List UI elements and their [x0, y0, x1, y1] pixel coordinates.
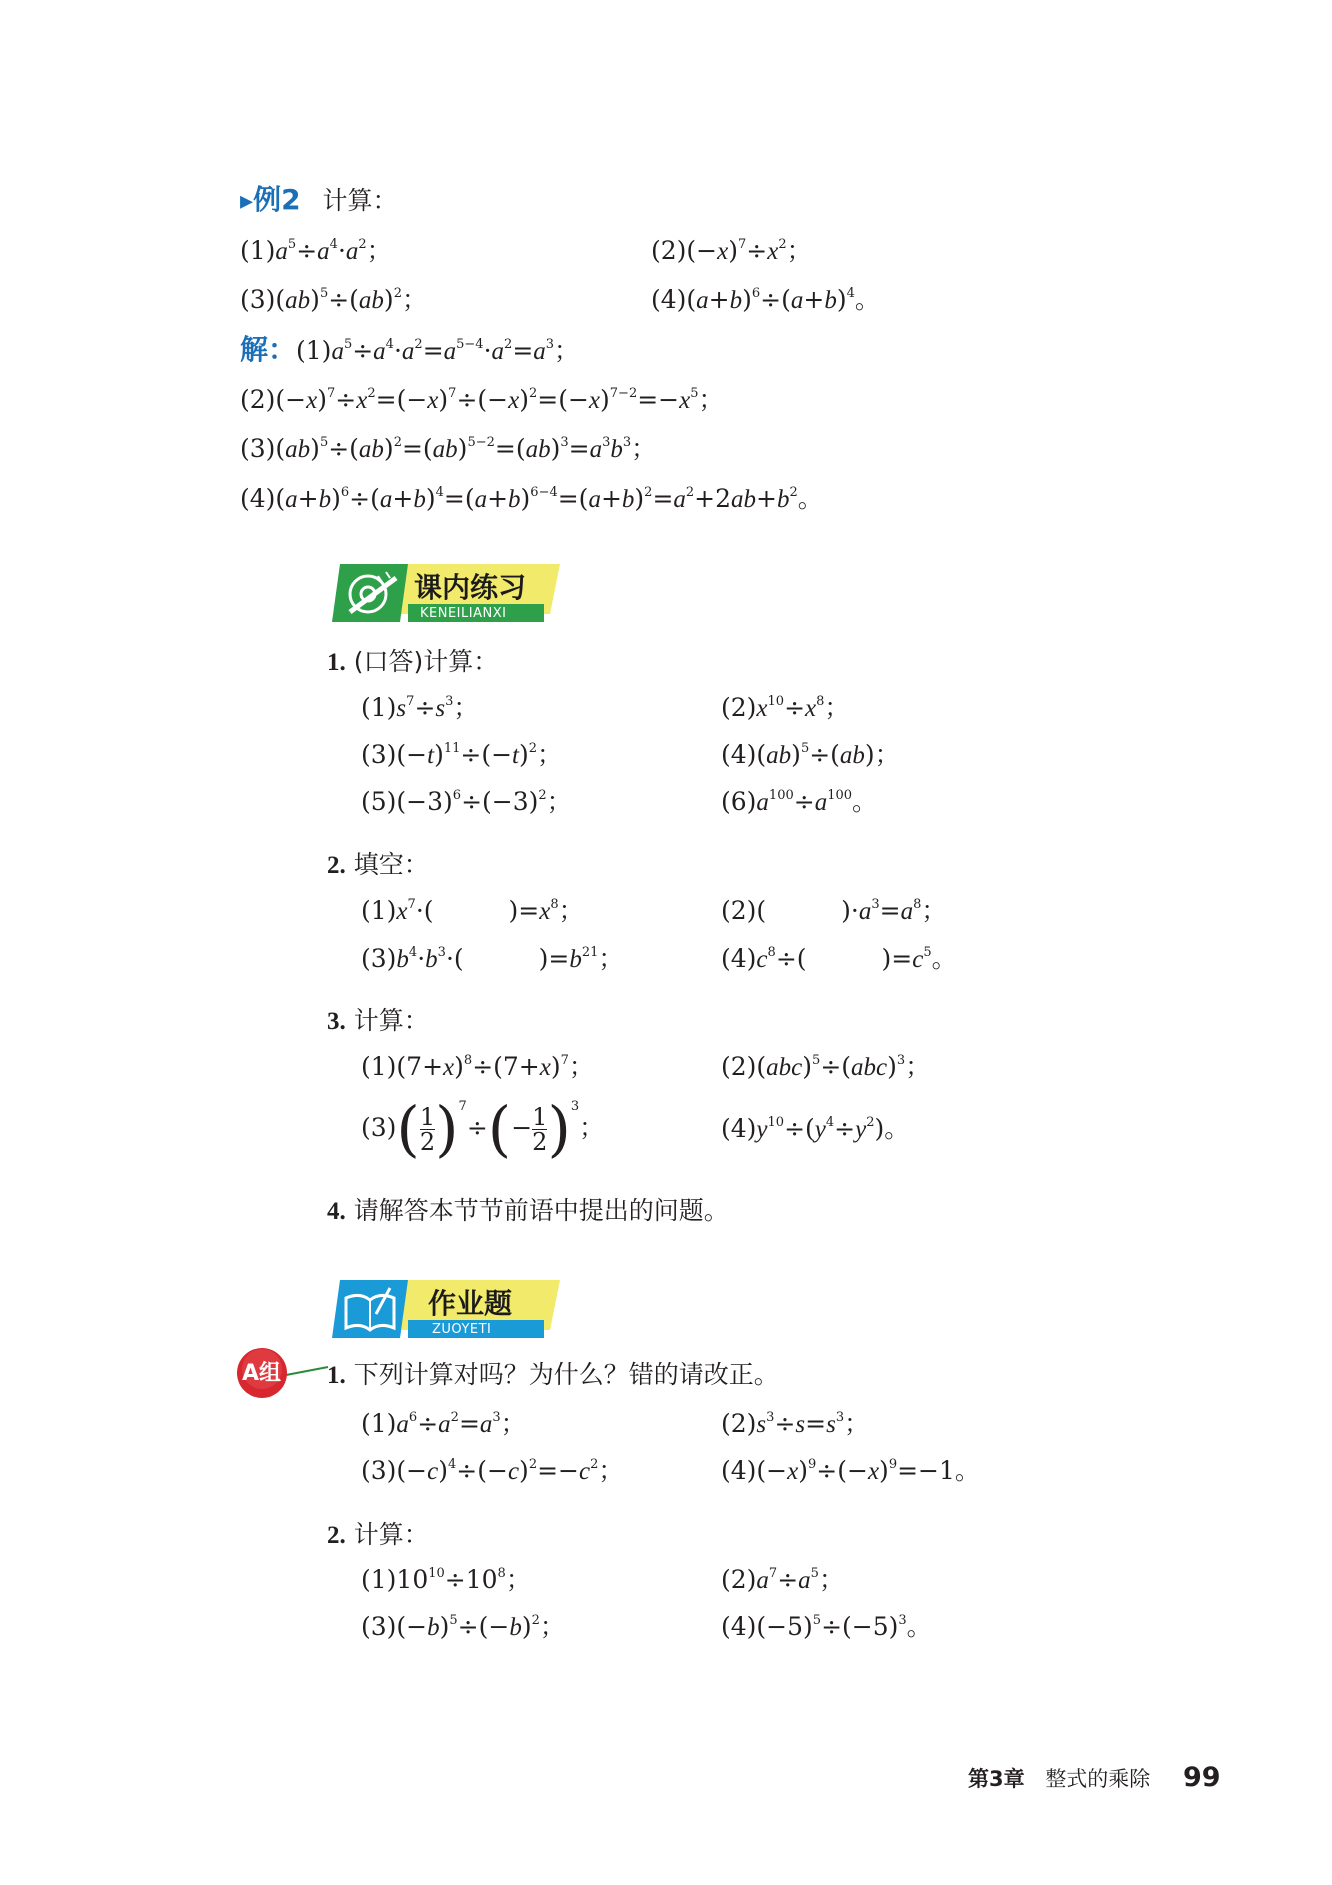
- example-problem-1: $(1)a^5\div a^4\cdot a^2$；: [240, 236, 392, 265]
- practice-q2-item-4: $(4)c^8\div$( )$=c^5$。: [721, 944, 957, 973]
- homework-q2-item-1: $(1)10^{10}\div 10^8$；: [361, 1565, 531, 1594]
- group-a-marker: [236, 1347, 334, 1399]
- example-problem-2: $(2)(-x)^7\div x^2$；: [651, 236, 812, 265]
- homework-title: 作业题: [428, 1287, 513, 1320]
- homework-pinyin: ZUOYETI: [432, 1322, 492, 1337]
- practice-q1-item-3: $(3)(-t)^{11}\div(-t)^2$；: [361, 740, 563, 769]
- solution-line-4: $(4)(a+b)^6\div(a+b)^4=(a+b)^{6-4}=(a+b)^2=a^2+2ab+b^2$。: [240, 484, 823, 513]
- homework-q2-item-4: $(4)(-5)^5\div(-5)^3$。: [721, 1612, 932, 1641]
- group-a-label: A组: [242, 1361, 282, 1386]
- practice-q2-item-1: $(1)x^7\cdot$( )$=x^8$；: [361, 896, 584, 925]
- practice-q3: 3. 计算：: [327, 1006, 429, 1035]
- homework-q1-item-4: $(4)(-x)^9\div(-x)^9=-1$。: [721, 1456, 980, 1485]
- practice-q1-item-2: $(2)x^{10}\div x^8$；: [721, 693, 850, 722]
- practice-q1-item-4: (4)(ab)$^5$÷(ab)；: [721, 740, 900, 769]
- practice-q3-item-1: $(1)(7+x)^8\div(7+x)^7$；: [361, 1052, 594, 1081]
- practice-q1: 1. (口答)计算：: [327, 647, 499, 676]
- homework-q2-item-3: $(3)(-b)^5\div(-b)^2$；: [361, 1612, 565, 1641]
- homework-q1-item-1: $(1)a^6\div a^2=a^3$；: [361, 1409, 526, 1438]
- example-problem-3: (3)(ab)$^5$÷(ab)$^2$；: [240, 285, 427, 314]
- protractor-ruler-icon: [342, 568, 402, 620]
- practice-q1-item-5: $(5)(-3)^6\div(-3)^2$；: [361, 787, 572, 816]
- practice-q1-item-1: $(1)s^7\div s^3$；: [361, 693, 479, 722]
- practice-q4: 4. 请解答本节节前语中提出的问题。: [327, 1196, 729, 1225]
- practice-q2-item-3: $(3)b^4\cdot b^3\cdot$( )$=b^{21}$；: [361, 944, 624, 973]
- practice-pinyin: KENEILIANXI: [420, 606, 507, 621]
- example-heading: ▸例2 计算：: [240, 183, 398, 216]
- example-intro: 计算：: [322, 186, 398, 215]
- practice-badge: [328, 558, 560, 626]
- practice-q2: 2. 填空：: [327, 850, 429, 879]
- homework-q2-item-2: $(2)a^7\div a^5$；: [721, 1565, 844, 1594]
- homework-q1: 1. 下列计算对吗？为什么？错的请改正。: [327, 1360, 779, 1389]
- book-pencil-icon: [340, 1284, 400, 1336]
- homework-q2: 2. 计算：: [327, 1520, 429, 1549]
- practice-q2-item-2: (2)( )$\cdot a^3=a^8$；: [721, 896, 947, 925]
- homework-q1-item-3: $(3)(-c)^4\div(-c)^2=-c^2$；: [361, 1456, 624, 1485]
- page-number: 99: [1183, 1762, 1221, 1793]
- practice-q3-item-3: (3)( $\frac{1}{2}$ )$^7$÷(− $\frac{1}{2}$ )$^3$；: [361, 1094, 605, 1165]
- footer-chapter-title: 整式的乘除: [1045, 1767, 1151, 1791]
- footer: [968, 1762, 1221, 1793]
- homework-badge: [328, 1274, 560, 1342]
- example-problem-4: $(4)(a+b)^6\div(a+b)^4$。: [651, 285, 880, 314]
- solution-label: 解：: [240, 333, 297, 366]
- solution-line-1: 解：$(1)a^5\div a^4\cdot a^2=a^{5-4}\cdot a^2=a^3$；: [240, 333, 580, 366]
- practice-q3-item-2: (2)(abc)$^5$÷(abc)$^3$；: [721, 1052, 931, 1081]
- practice-q1-item-6: $(6)a^{100}\div a^{100}$。: [721, 787, 878, 816]
- example-label: 例2: [253, 183, 301, 216]
- solution-line-2: $(2)(-x)^7\div x^2=(-x)^7\div(-x)^2=(-x)^{7-2}=-x^5$；: [240, 385, 724, 414]
- footer-chapter: 第3章: [968, 1767, 1025, 1791]
- practice-title: 课内练习: [414, 571, 527, 604]
- solution-line-3: $(3)(ab)^5\div(ab)^2=(ab)^{5-2}=(ab)^3=a^3b^3$；: [240, 434, 657, 463]
- practice-q3-item-4: $(4)y^{10}\div(y^4\div y^2)$。: [721, 1114, 910, 1143]
- homework-q1-item-2: $(2)s^3\div s=s^3$；: [721, 1409, 870, 1438]
